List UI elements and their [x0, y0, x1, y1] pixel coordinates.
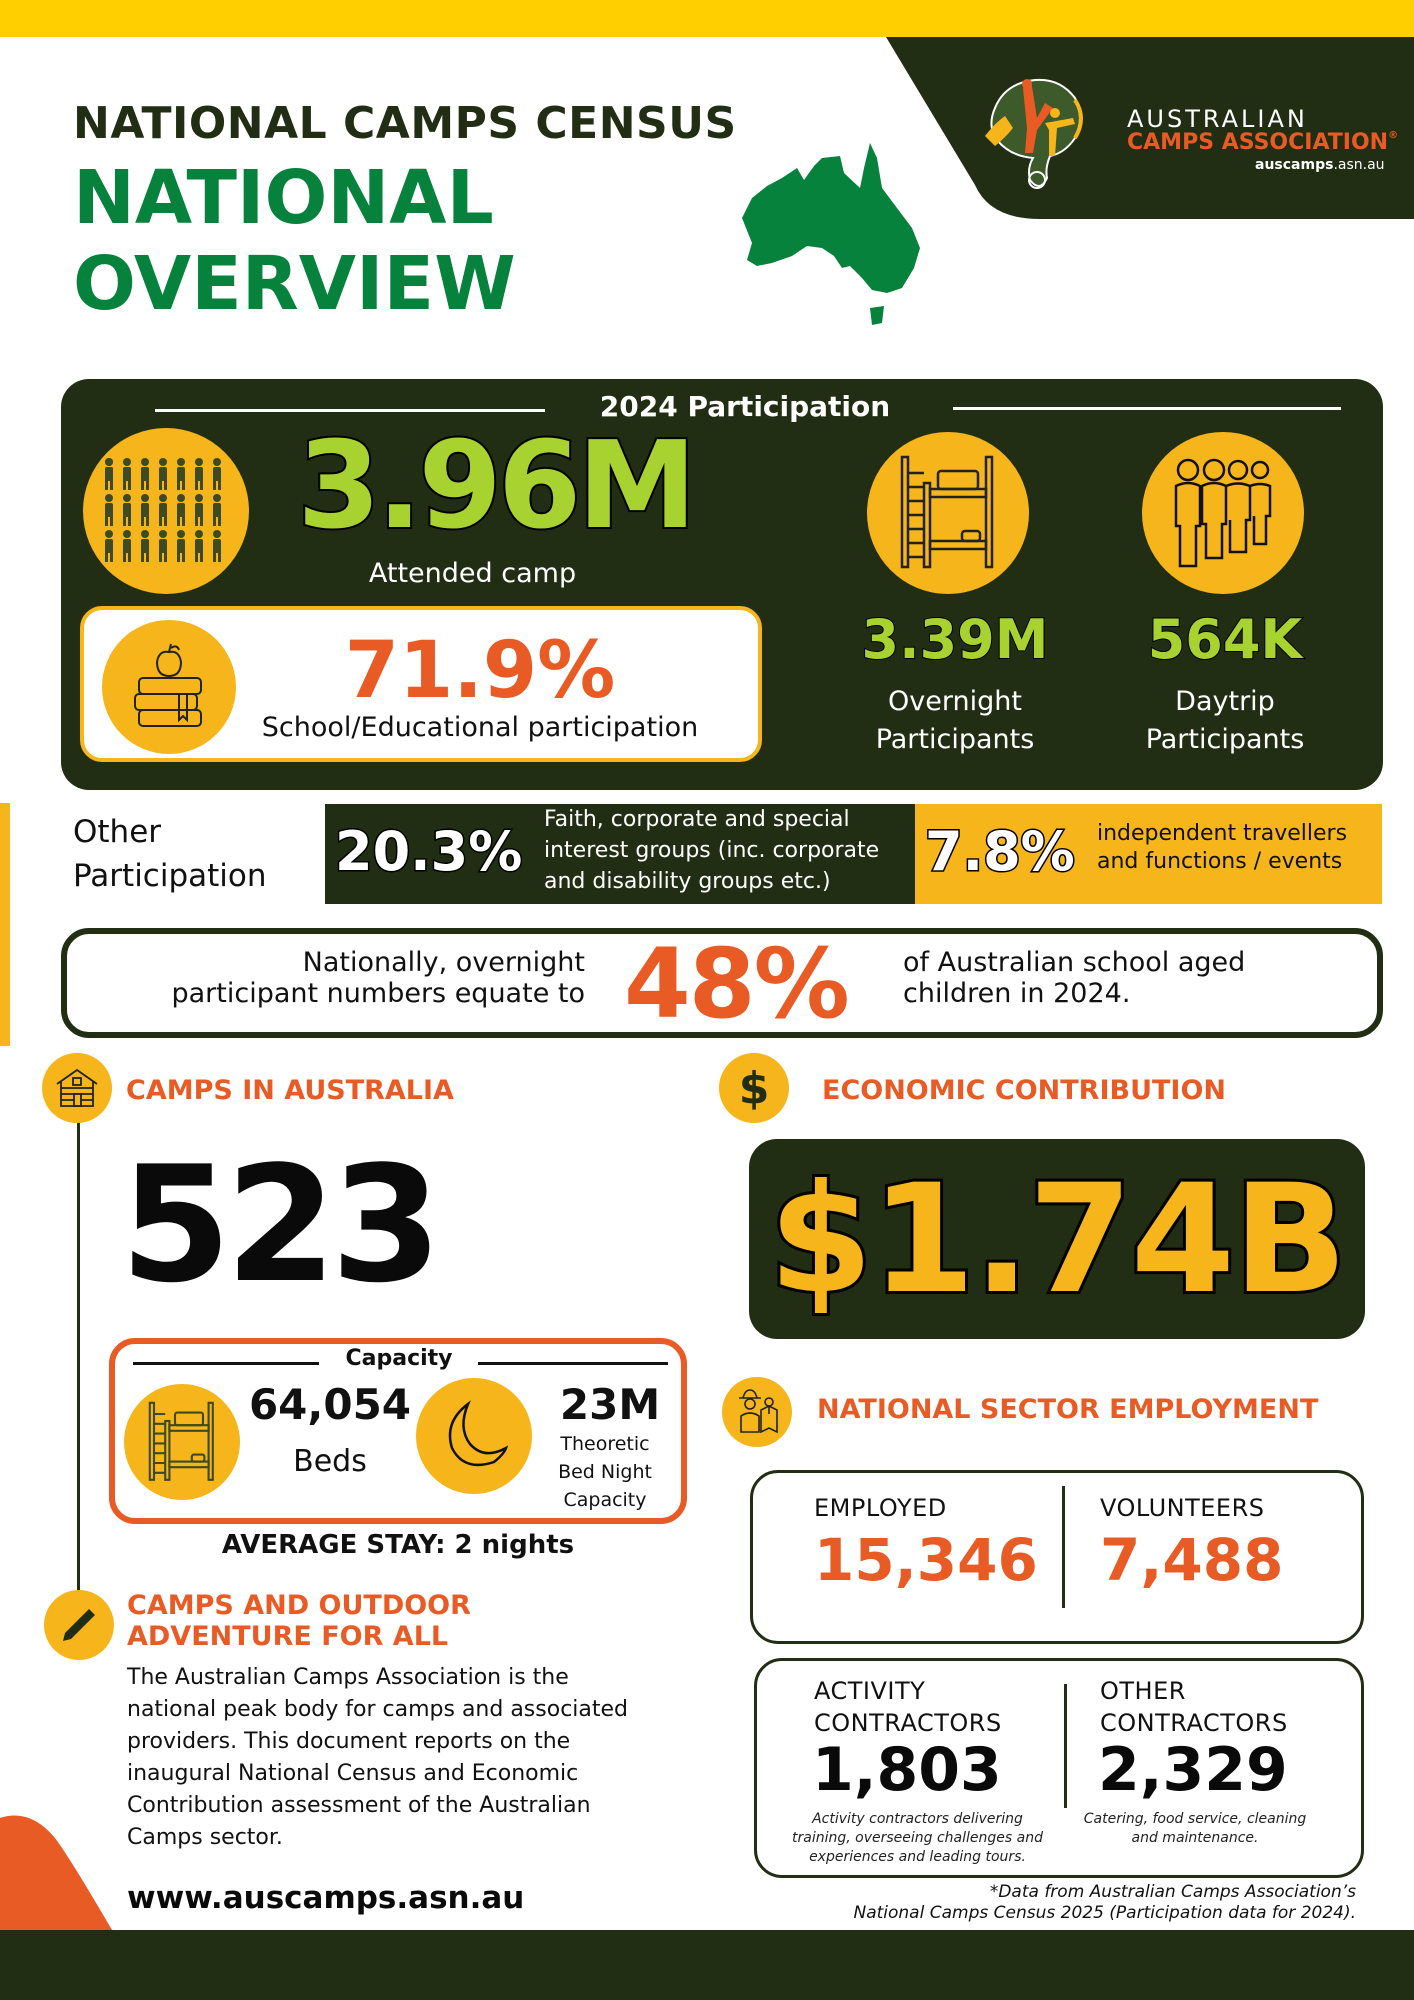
books-apple-icon — [102, 620, 236, 754]
bunk-bed-icon — [867, 432, 1029, 594]
logo-url-bold: auscamps — [1255, 157, 1334, 173]
logo-url-rest: .asn.au — [1333, 157, 1385, 173]
daytrip-label-line1: Daytrip — [1175, 686, 1275, 717]
about-body-line: inaugural National Census and Economic — [127, 1761, 579, 1786]
volunteers-label: VOLUNTEERS — [1100, 1494, 1265, 1522]
activity-contractors-description — [785, 1810, 1050, 1867]
footnote-line2: National Camps Census 2025 (Participation data for 2024). — [853, 1903, 1356, 1923]
divider-line — [953, 407, 1341, 410]
independent-desc-line1: independent travellers — [1097, 821, 1348, 846]
activity-label-line1: ACTIVITY — [814, 1677, 926, 1705]
about-body-line: The Australian Camps Association is the — [127, 1665, 569, 1690]
bed-nights-value: 23M — [559, 1380, 661, 1429]
daytrip-label — [1120, 683, 1330, 759]
bed-nights-label-line2: Bed Night — [558, 1461, 652, 1483]
bunk-bed-icon — [124, 1384, 240, 1500]
activity-contractors-value: 1,803 — [812, 1735, 1002, 1805]
participation-title: 2024 Participation — [599, 390, 891, 423]
activity-desc-line2: training, overseeing challenges and — [792, 1830, 1043, 1846]
people-group-icon — [83, 428, 249, 594]
divider-line — [155, 409, 545, 412]
faith-desc-line3: and disability groups etc.) — [544, 869, 831, 894]
pencil-icon — [44, 1590, 114, 1660]
about-body-line: Camps sector. — [127, 1825, 283, 1850]
employment-heading: NATIONAL SECTOR EMPLOYMENT — [817, 1394, 1319, 1425]
group-people-icon — [1142, 432, 1304, 594]
other-contractors-description — [1075, 1810, 1315, 1848]
employed-label: EMPLOYED — [814, 1494, 947, 1522]
other-label-line2: Participation — [73, 858, 267, 894]
about-heading — [127, 1590, 471, 1652]
census-title: NATIONAL CAMPS CENSUS — [73, 98, 737, 149]
page-title-line1: NATIONAL — [73, 155, 494, 241]
attended-value: 3.96M — [297, 417, 693, 556]
other-contractors-label-line2: CONTRACTORS — [1100, 1709, 1288, 1737]
column-divider — [1064, 1684, 1067, 1808]
logo-emblem-icon — [975, 68, 1095, 198]
average-stay: AVERAGE STAY: 2 nights — [221, 1530, 575, 1560]
activity-label-line2: CONTRACTORS — [814, 1709, 1002, 1737]
national-value: 48% — [624, 928, 848, 1040]
faith-groups-block — [325, 804, 915, 904]
activity-desc-line3: experiences and leading tours. — [809, 1849, 1026, 1865]
logo-line2-text: CAMPS ASSOCIATION — [1127, 130, 1389, 155]
page-title — [73, 155, 516, 327]
national-right-text — [903, 947, 1245, 1009]
bed-nights-label-line3: Capacity — [563, 1489, 647, 1511]
about-heading-line1: CAMPS AND OUTDOOR — [127, 1590, 471, 1621]
footnote-line1: *Data from Australian Camps Association’s — [989, 1882, 1356, 1902]
other-contractors-label-line1: OTHER — [1100, 1677, 1186, 1705]
overnight-label-line1: Overnight — [888, 686, 1022, 717]
logo-line1: AUSTRALIAN — [1127, 105, 1308, 133]
about-body — [127, 1662, 628, 1854]
top-accent-bar — [0, 0, 1414, 37]
attended-label: Attended camp — [368, 558, 577, 589]
independent-description — [1097, 820, 1347, 876]
other-label-line1: Other — [73, 814, 162, 850]
faith-description — [544, 804, 879, 897]
capacity-title: Capacity — [345, 1346, 453, 1371]
divider-line — [133, 1362, 319, 1365]
overnight-label-line2: Participants — [875, 724, 1035, 755]
daytrip-value: 564K — [1147, 608, 1303, 671]
dollar-glyph: $ — [738, 1062, 770, 1114]
activity-desc-line1: Activity contractors delivering — [812, 1811, 1023, 1827]
moon-icon — [416, 1378, 532, 1494]
left-accent-strip — [0, 803, 10, 1046]
website-link[interactable]: www.auscamps.asn.au — [127, 1880, 525, 1916]
overnight-value: 3.39M — [861, 608, 1049, 671]
other-desc-line1: Catering, food service, cleaning — [1083, 1811, 1307, 1827]
independent-travellers-block — [915, 804, 1382, 904]
other-contractors-value: 2,329 — [1098, 1735, 1288, 1805]
daytrip-label-line2: Participants — [1145, 724, 1305, 755]
guide-map-icon — [722, 1377, 792, 1447]
camps-count: 523 — [120, 1131, 436, 1318]
dollar-icon — [719, 1053, 789, 1123]
bed-nights-label — [540, 1430, 670, 1514]
bottom-bar — [0, 1930, 1414, 2000]
logo[interactable] — [975, 68, 1399, 198]
national-right-line2: children in 2024. — [903, 978, 1131, 1009]
other-desc-line2: and maintenance. — [1131, 1830, 1259, 1846]
about-body-line: national peak body for camps and associated — [127, 1697, 629, 1722]
school-value: 71.9% — [344, 626, 616, 716]
school-label: School/Educational participation — [261, 712, 699, 743]
overnight-label — [850, 683, 1060, 759]
faith-value: 20.3% — [335, 820, 523, 883]
logo-url — [1255, 157, 1385, 173]
about-body-line: Contribution assessment of the Australian — [127, 1793, 591, 1818]
logo-line2 — [1127, 130, 1398, 155]
timeline-connector — [77, 1118, 80, 1598]
cabin-icon — [42, 1053, 112, 1123]
footnote — [760, 1882, 1356, 1924]
national-left-line1: Nationally, overnight — [302, 947, 585, 978]
activity-contractors-label — [814, 1675, 1002, 1739]
national-left-line2: participant numbers equate to — [171, 978, 585, 1009]
registered-mark: ® — [1388, 130, 1399, 141]
faith-desc-line2: interest groups (inc. corporate — [544, 838, 880, 863]
page-title-line2: OVERVIEW — [73, 241, 516, 327]
other-participation-label — [73, 810, 267, 898]
faith-desc-line1: Faith, corporate and special — [544, 807, 850, 832]
column-divider — [1062, 1486, 1065, 1608]
beds-label: Beds — [293, 1444, 367, 1479]
volunteers-value: 7,488 — [1100, 1526, 1284, 1594]
employed-value: 15,346 — [814, 1526, 1038, 1594]
independent-value: 7.8% — [925, 820, 1075, 883]
orange-hill-shape — [0, 1808, 112, 1930]
about-body-line: providers. This document reports on the — [127, 1729, 571, 1754]
independent-desc-line2: and functions / events — [1097, 849, 1343, 874]
beds-value: 64,054 — [248, 1380, 412, 1429]
economic-value: $1.74B — [768, 1153, 1346, 1327]
divider-line — [478, 1362, 668, 1365]
national-right-line1: of Australian school aged — [903, 947, 1246, 978]
australia-map-icon — [722, 128, 932, 333]
national-left-text — [120, 947, 585, 1009]
other-contractors-label — [1100, 1675, 1288, 1739]
about-heading-line2: ADVENTURE FOR ALL — [127, 1621, 449, 1652]
bed-nights-label-line1: Theoretic — [560, 1433, 650, 1455]
economic-heading: ECONOMIC CONTRIBUTION — [822, 1075, 1227, 1106]
camps-heading: CAMPS IN AUSTRALIA — [126, 1075, 454, 1106]
